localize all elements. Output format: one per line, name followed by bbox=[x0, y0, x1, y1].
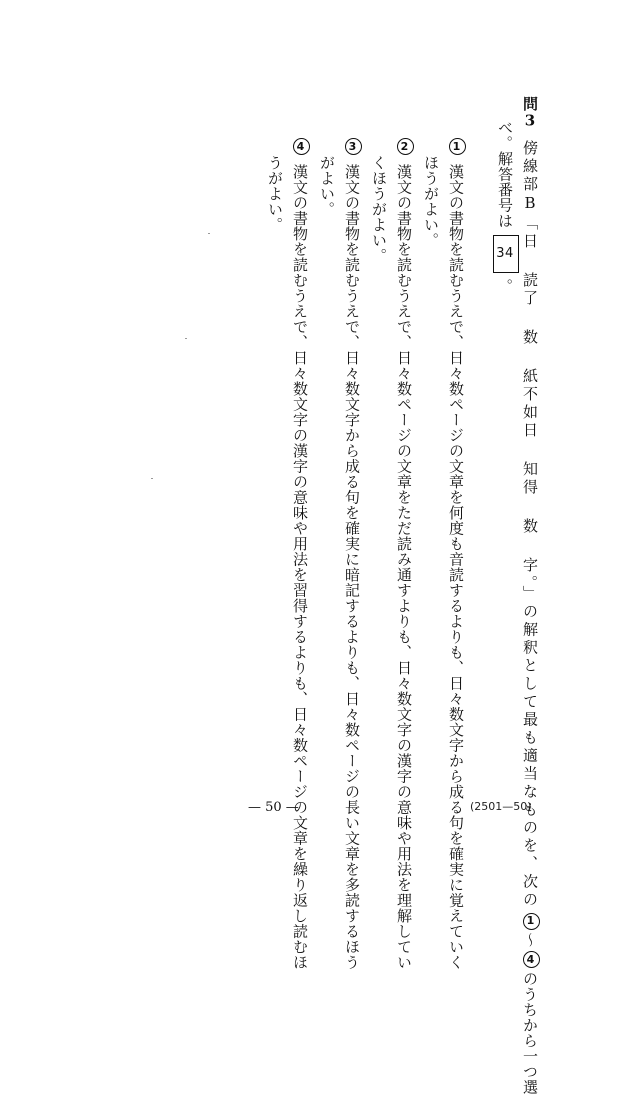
question-text: 傍線部B「日 読了 数 紙不如日 知得 数 字。」の解釈として最も適当なものを、次の bbox=[521, 140, 539, 910]
range-separator: 〜 bbox=[521, 932, 539, 948]
answer-number-box bbox=[493, 235, 519, 273]
option-text: 漢文の書物を読むうえで、日々数文字の漢字の意味や用法を習得するよりも、日々数ページの文章を繰り返し読むほ bbox=[291, 164, 309, 970]
option-marker: 4 bbox=[293, 138, 310, 155]
option-text-continued: くほうがよい。 bbox=[370, 155, 388, 264]
page-number: — 50 — bbox=[248, 800, 299, 815]
option-text-continued: うがよい。 bbox=[266, 155, 284, 233]
option-3[interactable] bbox=[342, 138, 362, 970]
answer-prompt: べ。解答番号は bbox=[496, 120, 514, 229]
answer-prompt-end: 。 bbox=[496, 278, 514, 294]
option-text: 漢文の書物を読むうえで、日々数ページの文章を何度も音読するよりも、日々数文字から成る句を確実に覚えていく bbox=[447, 164, 465, 970]
option-4-continued bbox=[265, 155, 285, 233]
question-line-1 bbox=[520, 96, 540, 1095]
option-3-continued bbox=[317, 155, 337, 217]
option-text-continued: がよい。 bbox=[318, 155, 336, 217]
option-text: 漢文の書物を読むうえで、日々数文字から成る句を確実に暗記するよりも、日々数ページの長い文章を多読するほう bbox=[343, 164, 361, 970]
option-marker: 3 bbox=[345, 138, 362, 155]
option-2-continued bbox=[369, 155, 389, 264]
option-text-continued: ほうがよい。 bbox=[422, 155, 440, 248]
question-text-end: のうちから一つ選 bbox=[521, 971, 539, 1095]
answer-number: 34 bbox=[496, 245, 514, 261]
option-marker: 2 bbox=[397, 138, 414, 155]
scan-speck bbox=[151, 478, 153, 479]
option-1-continued bbox=[421, 155, 441, 248]
exam-code: (2501—50) bbox=[470, 800, 532, 813]
option-4[interactable] bbox=[290, 138, 310, 970]
range-end-marker: 4 bbox=[523, 951, 540, 968]
option-2[interactable] bbox=[394, 138, 414, 970]
question-number: 問3 bbox=[521, 96, 539, 130]
option-1[interactable] bbox=[446, 138, 466, 970]
scan-speck bbox=[208, 233, 210, 234]
range-start-marker: 1 bbox=[523, 913, 540, 930]
question-line-2 bbox=[493, 120, 519, 294]
option-marker: 1 bbox=[449, 138, 466, 155]
option-text: 漢文の書物を読むうえで、日々数ページの文章をただ読み通すよりも、日々数文字の漢字の意味や用法を理解してい bbox=[395, 164, 413, 970]
scan-speck bbox=[185, 338, 187, 339]
